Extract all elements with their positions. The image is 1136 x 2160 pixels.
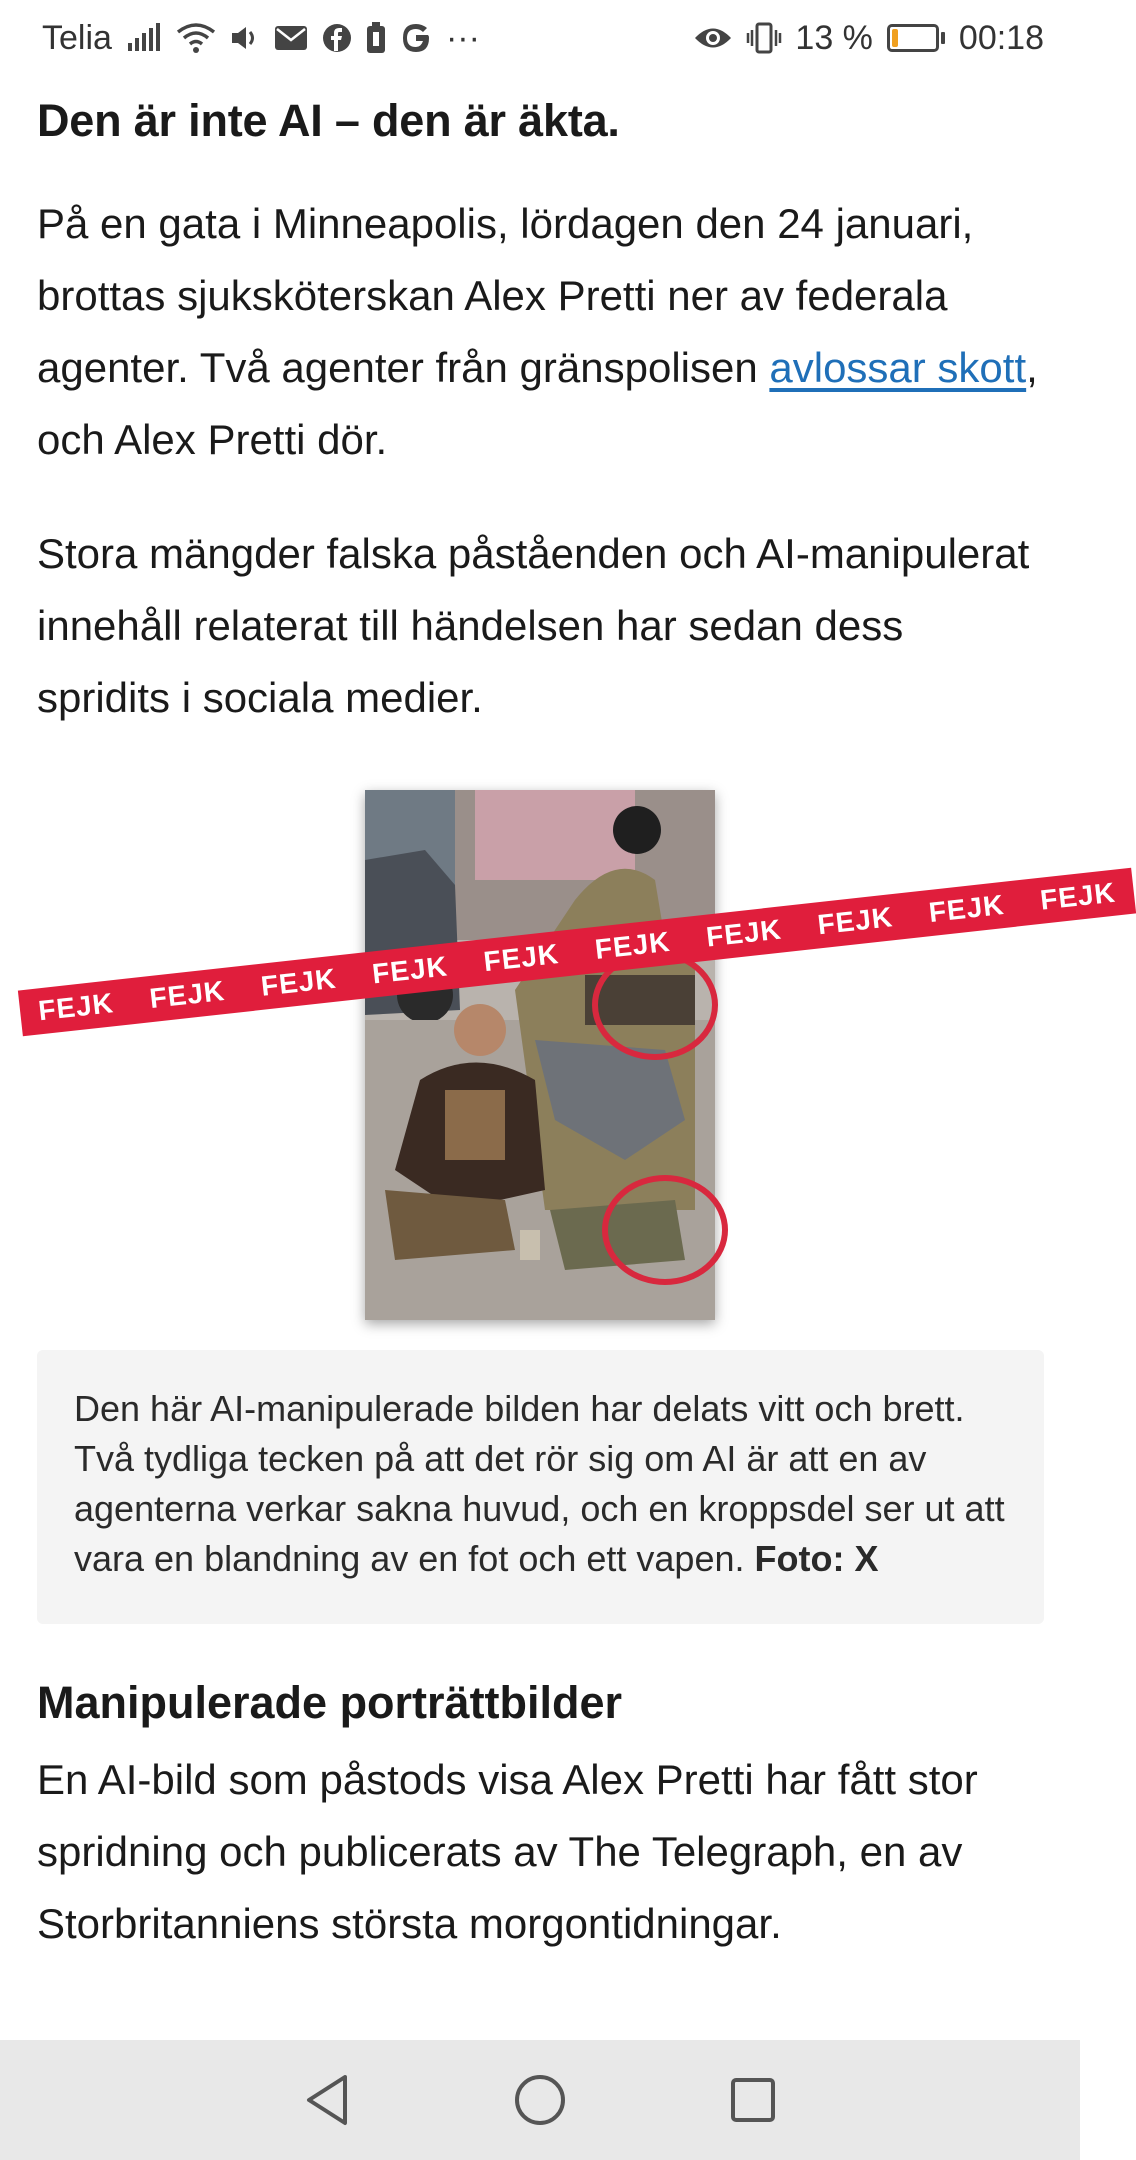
fejk-stamp-word: FEJK [370,950,450,990]
home-icon [513,2073,567,2127]
fejk-stamp-word: FEJK [593,925,672,965]
battery-icon [887,24,945,52]
volume-icon [230,24,260,52]
battery-level-fill [892,29,898,47]
vibrate-icon [747,22,781,54]
system-navigation-bar [0,2040,1080,2160]
article-heading: Den är inte AI – den är äkta. [37,95,620,146]
signal-icon [126,23,162,53]
fejk-stamp-word: FEJK [1038,876,1118,916]
battery-percentage: 13 % [795,18,873,57]
paragraph-1-text-start: På en gata i Minneapolis, lördagen den 24 januari, brottas sjuksköterskan Alex Pretti ner av federala agenter. Två agenter från gränspolisen [37,200,974,391]
recents-button[interactable] [713,2060,793,2140]
clock: 00:18 [958,18,1044,57]
article-figure [36,790,1118,1350]
facebook-icon [322,23,352,53]
section-heading: Manipulerade porträttbilder [37,1677,623,1728]
fejk-stamp-word: FEJK [148,974,227,1015]
image-caption [74,1384,1007,1584]
image-caption-box [37,1350,1044,1624]
fejk-stamp-word: FEJK [704,913,784,953]
manipulated-photo[interactable] [365,790,715,1320]
article-paragraph-3: En AI-bild som påstods visa Alex Pretti har fått stor spridning och publicerats av The Telegraph, en av Storbritanniens största morgontidningar. [37,1756,978,1947]
paragraph-1-text-end: , och Alex Pretti dör. [37,344,1038,463]
status-bar-left [42,19,480,58]
caption-text: Den här AI-manipulerade bilden har delats vitt och brett. Två tydliga tecken på att det rör sig om AI är att en av agenterna verkar sakna huvud, och en kroppsdel ser ut att vara en blandning av en fot och ett vapen. [74,1388,1005,1579]
fejk-stamp-word: FEJK [927,888,1006,929]
battery-saver-icon [366,22,386,54]
carrier-name: Telia [42,18,112,57]
back-icon [303,2073,351,2127]
back-button[interactable] [287,2060,367,2140]
recents-icon [729,2076,777,2124]
article-paragraph-1 [37,188,1047,476]
article-paragraph-2: Stora mängder falska påståenden och AI-manipulerat innehåll relaterat till händelsen har sedan dess spridits i sociala medier. [37,530,1030,721]
fejk-stamp-word: FEJK [36,987,116,1027]
avlossar-skott-link[interactable]: avlossar skott [769,344,1027,391]
mail-icon [274,25,308,51]
status-bar-right [693,19,1044,58]
wifi-icon [176,22,216,54]
status-bar [0,0,1080,76]
google-icon [400,22,432,54]
photo-credit: Foto: X [754,1538,879,1579]
more-notifications-indicator: ··· [445,18,480,57]
article-content [36,76,1118,1960]
fejk-stamp-word: FEJK [259,962,338,1002]
eye-icon [693,25,733,51]
fejk-stamp-word: FEJK [815,901,895,941]
home-button[interactable] [500,2060,580,2140]
fejk-stamp-word: FEJK [482,938,561,978]
